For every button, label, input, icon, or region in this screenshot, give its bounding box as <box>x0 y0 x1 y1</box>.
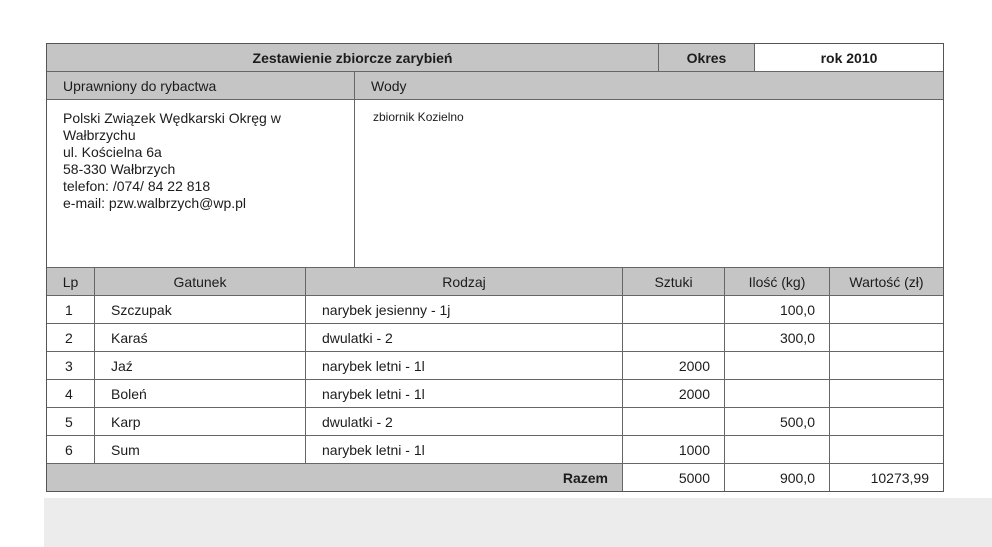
row-species: Jaź <box>95 352 306 380</box>
redacted-value <box>855 301 919 319</box>
total-quantity: 900,0 <box>725 464 830 491</box>
fishing-rights-label: Uprawniony do rybactwa <box>47 72 355 100</box>
column-header-species: Gatunek <box>95 268 306 296</box>
info-row <box>47 100 943 268</box>
owner-name-line2: Wałbrzychu <box>63 127 136 143</box>
total-row <box>47 464 943 491</box>
row-quantity: 100,0 <box>725 296 830 324</box>
row-type: narybek letni - 1l <box>306 352 623 380</box>
owner-street: ul. Kościelna 6a <box>63 144 162 160</box>
owner-phone: telefon: /074/ 84 22 818 <box>63 178 211 194</box>
row-pieces: 2000 <box>623 380 725 408</box>
row-lp: 6 <box>47 436 95 464</box>
row-lp: 3 <box>47 352 95 380</box>
row-value <box>830 436 943 464</box>
total-label: Razem <box>47 464 623 491</box>
row-species: Karp <box>95 408 306 436</box>
total-pieces: 5000 <box>623 464 725 491</box>
row-lp: 5 <box>47 408 95 436</box>
period-value: rok 2010 <box>755 44 943 72</box>
row-value <box>830 296 943 324</box>
table-row <box>47 324 943 352</box>
column-header-quantity: Ilość (kg) <box>725 268 830 296</box>
table-row <box>47 436 943 464</box>
owner-email: e-mail: pzw.walbrzych@wp.pl <box>63 195 247 211</box>
column-header-lp: Lp <box>47 268 95 296</box>
redacted-value <box>855 357 919 375</box>
owner-city: 58-330 Wałbrzych <box>63 161 176 177</box>
row-pieces <box>623 296 725 324</box>
redacted-value <box>855 413 919 431</box>
row-lp: 4 <box>47 380 95 408</box>
table-row <box>47 380 943 408</box>
redacted-value <box>855 329 919 347</box>
owner-name-line1: Polski Związek Wędkarski Okręg w <box>63 110 281 126</box>
row-type: dwulatki - 2 <box>306 324 623 352</box>
total-value: 10273,99 <box>870 469 929 486</box>
row-quantity: 300,0 <box>725 324 830 352</box>
section-header-row <box>47 72 943 100</box>
row-quantity <box>725 352 830 380</box>
row-type: narybek jesienny - 1j <box>306 296 623 324</box>
waters-info <box>355 100 943 268</box>
table-row <box>47 296 943 324</box>
row-quantity <box>725 380 830 408</box>
row-species: Sum <box>95 436 306 464</box>
row-quantity <box>725 436 830 464</box>
redacted-value <box>855 385 919 403</box>
row-value <box>830 380 943 408</box>
column-header-pieces: Sztuki <box>623 268 725 296</box>
waters-label: Wody <box>355 72 943 100</box>
row-pieces: 1000 <box>623 436 725 464</box>
table-row <box>47 352 943 380</box>
scan-shadow <box>44 498 992 547</box>
row-lp: 1 <box>47 296 95 324</box>
row-quantity: 500,0 <box>725 408 830 436</box>
period-label: Okres <box>659 44 755 72</box>
row-pieces <box>623 408 725 436</box>
row-value <box>830 408 943 436</box>
row-species: Boleń <box>95 380 306 408</box>
redacted-value <box>855 441 919 459</box>
row-type: narybek letni - 1l <box>306 380 623 408</box>
row-pieces <box>623 324 725 352</box>
waters-name: zbiornik Kozielno <box>373 110 464 124</box>
row-lp: 2 <box>47 324 95 352</box>
row-type: narybek letni - 1l <box>306 436 623 464</box>
column-header-type: Rodzaj <box>306 268 623 296</box>
row-species: Karaś <box>95 324 306 352</box>
document-title: Zestawienie zbiorcze zarybień <box>47 44 659 72</box>
row-type: dwulatki - 2 <box>306 408 623 436</box>
title-row <box>47 44 943 72</box>
table-row <box>47 408 943 436</box>
column-header-value: Wartość (zł) <box>830 268 943 296</box>
row-value <box>830 352 943 380</box>
row-value <box>830 324 943 352</box>
table-header-row <box>47 268 943 296</box>
summary-document <box>46 43 944 492</box>
row-pieces: 2000 <box>623 352 725 380</box>
owner-address <box>47 100 355 268</box>
row-species: Szczupak <box>95 296 306 324</box>
